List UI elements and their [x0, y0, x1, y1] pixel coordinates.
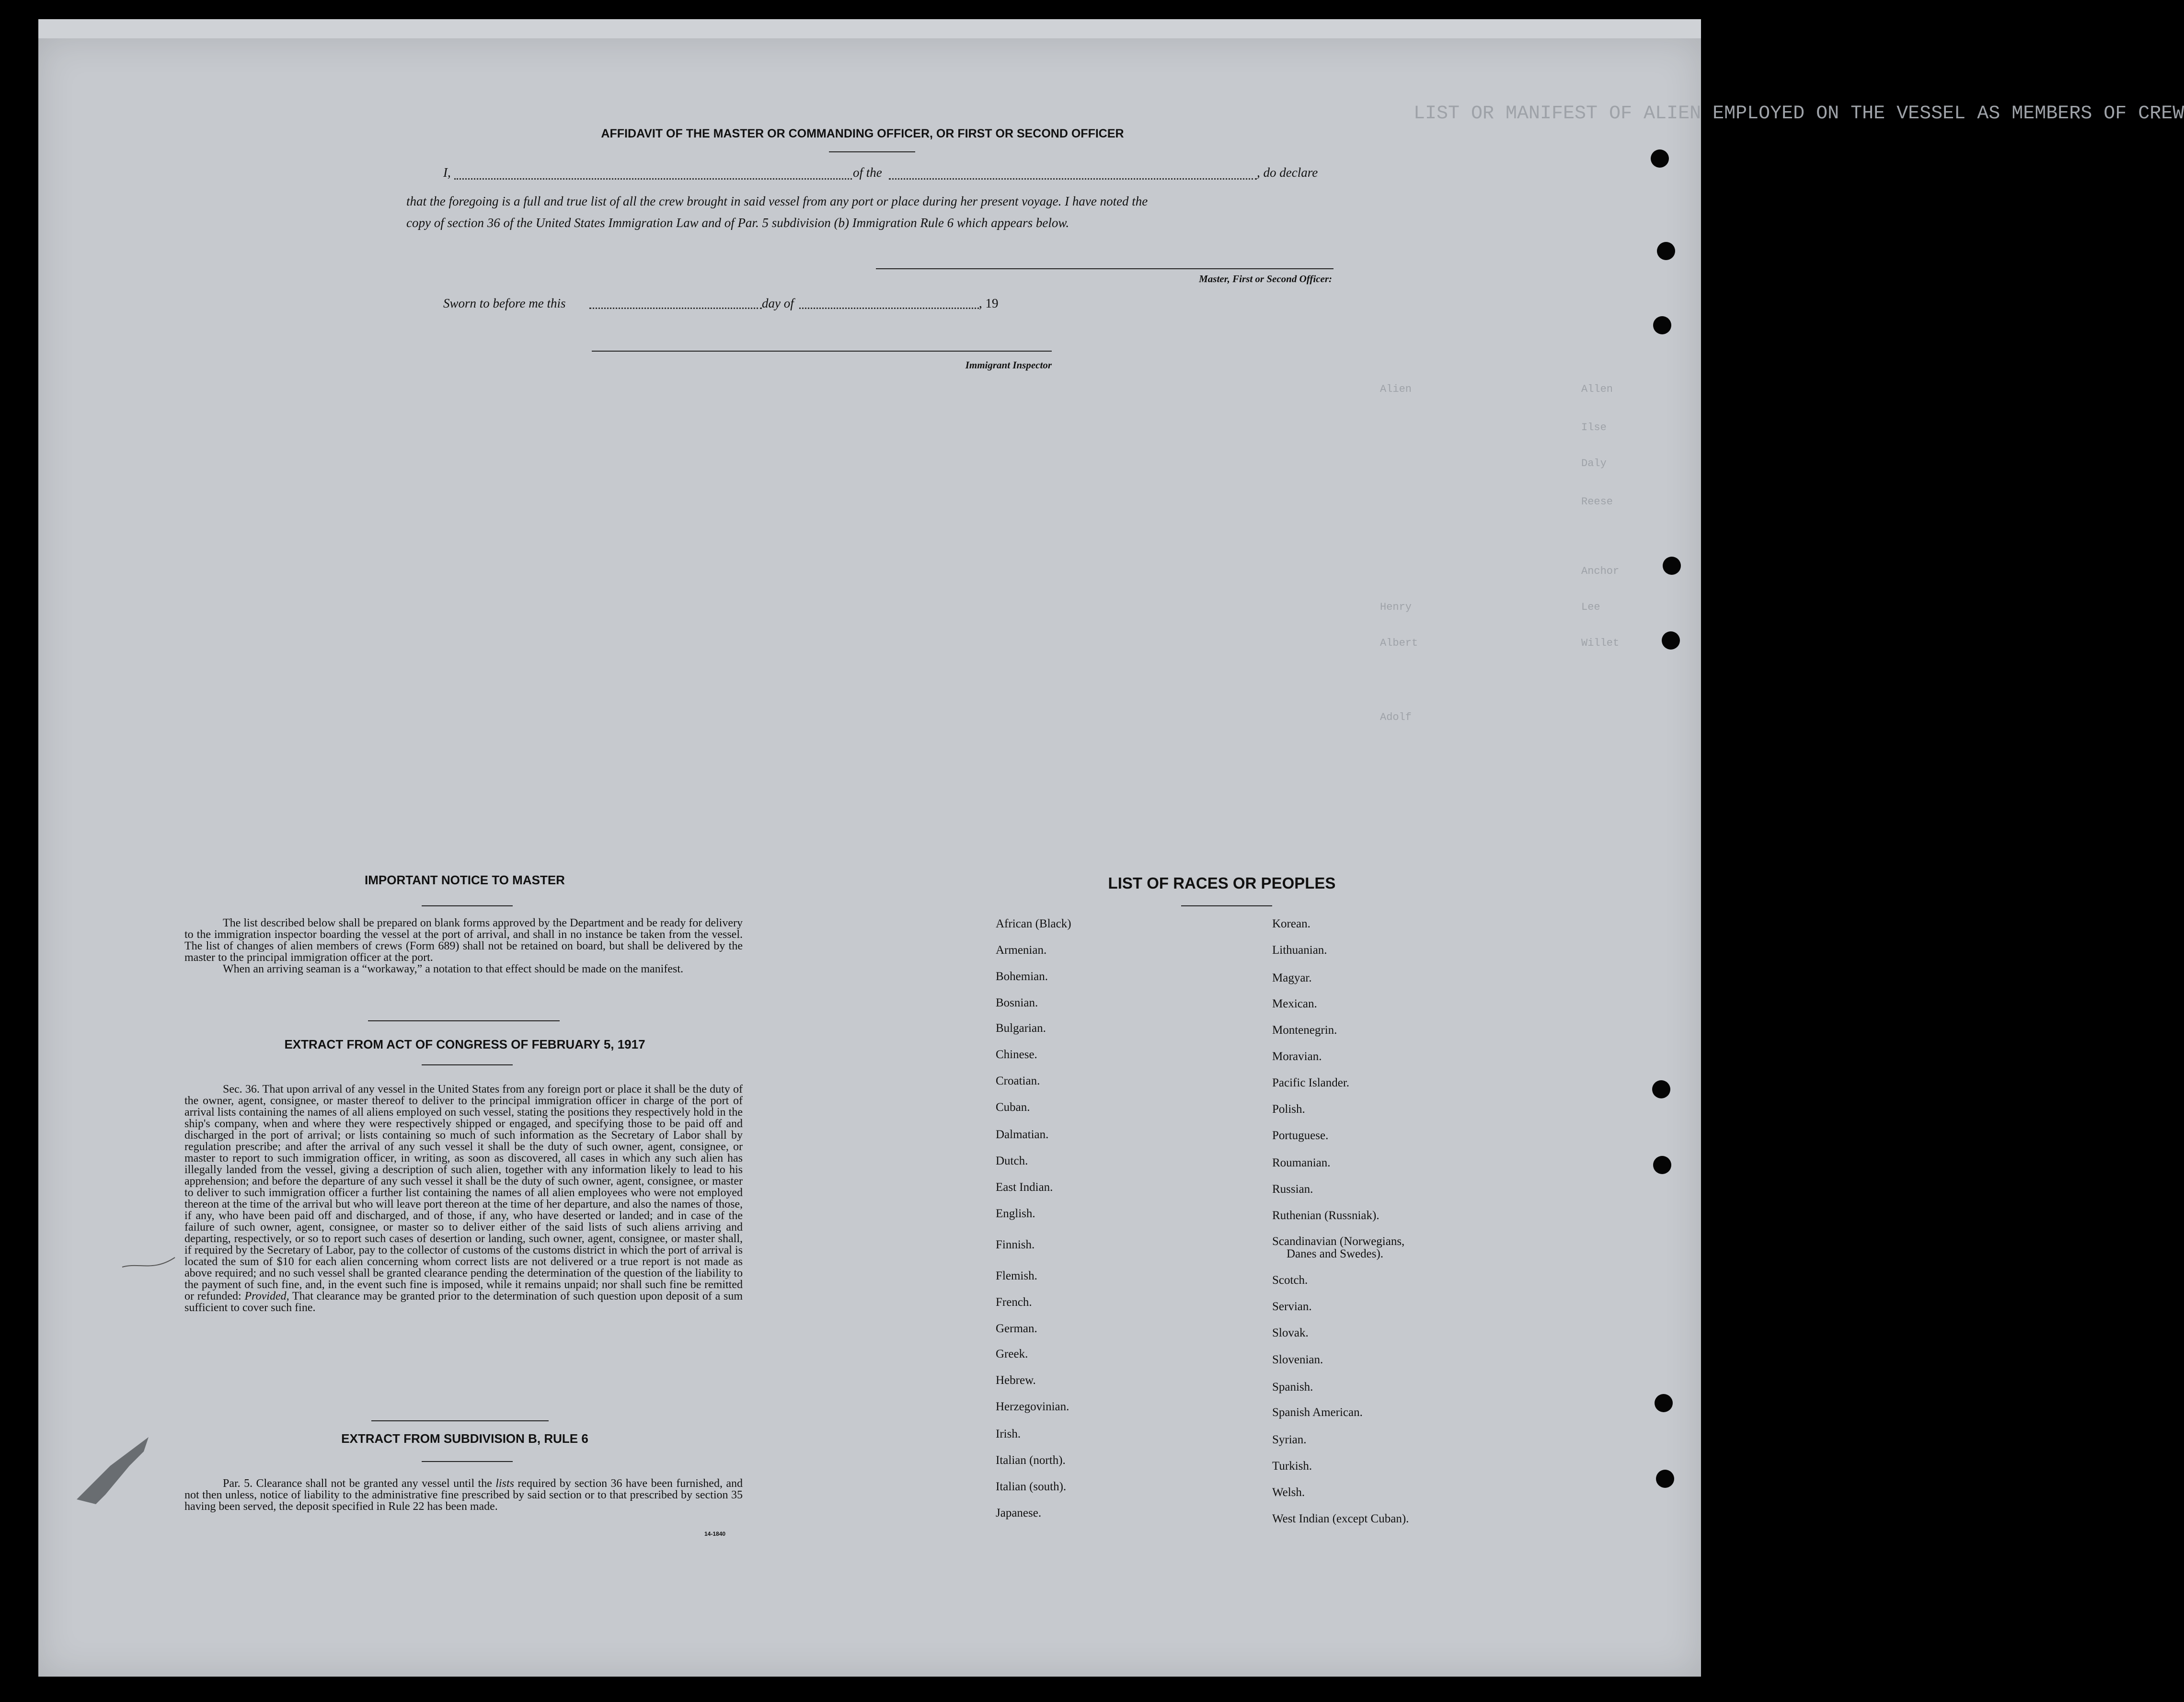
act-proviso-word: Provided, [244, 1290, 289, 1302]
title-underline [829, 151, 915, 152]
race-item: Bohemian. [996, 970, 1048, 983]
divider-1 [368, 1020, 560, 1021]
divider-2 [371, 1420, 549, 1421]
race-item: Herzegovinian. [996, 1400, 1069, 1413]
race-item: Moravian. [1272, 1050, 1322, 1063]
rule-text-lists: lists [495, 1477, 514, 1490]
sworn-month-line[interactable] [799, 308, 979, 309]
race-item: Italian (north). [996, 1454, 1066, 1467]
rule-text-b: required by section 36 have been furnished, and not then unless, notice of liability to the administrative fine prescribed by said section or to that prescribed by section 35 having been served, the deposit specified in Rule 22 has been made. [184, 1477, 743, 1513]
race-item: Croatian. [996, 1074, 1040, 1087]
race-item: Greek. [996, 1348, 1028, 1360]
race-item: Magyar. [1272, 971, 1312, 984]
race-item: Hebrew. [996, 1374, 1036, 1387]
race-item: Japanese. [996, 1507, 1042, 1519]
races-underline [1181, 905, 1272, 906]
affidavit-of-label: of the [853, 165, 882, 180]
affidavit-title: AFFIDAVIT OF THE MASTER OR COMMANDING OFFICER, OR FIRST OR SECOND OFFICER [601, 127, 1124, 140]
form-number: 14-1840 [704, 1531, 726, 1537]
race-item: Italian (south). [996, 1480, 1067, 1493]
race-item: African (Black) [996, 917, 1071, 930]
act-underline [422, 1064, 513, 1065]
race-item: Polish. [1272, 1103, 1305, 1116]
race-item: Scotch. [1272, 1274, 1308, 1287]
race-item: Lithuanian. [1272, 944, 1327, 957]
affidavit-i-label: I, [443, 165, 451, 180]
race-item: Welsh. [1272, 1486, 1305, 1499]
race-item: Cuban. [996, 1101, 1030, 1114]
officer-name-line[interactable] [454, 178, 852, 180]
race-item: Irish. [996, 1428, 1021, 1440]
race-item: Portuguese. [1272, 1129, 1329, 1142]
race-item: Servian. [1272, 1300, 1312, 1313]
race-item: Spanish. [1272, 1381, 1313, 1394]
act-section-text: Sec. 36. That upon arrival of any vessel in the United States from any foreign port or place it shall be the duty of the owner, agent, consignee, or master thereof to deliver to the principal immigration officer in charge of the port of arrival lists containing the names of all aliens employed on such vessel, stating the positions they respectively hold in the ship's company, when and where they were respectively shipped or engaged, and specifying those to be paid off and discharged in the port of arrival; or lists containing so much of such information as the Secretary of Labor shall by regulation prescribe; and after the arrival of any such vessel it shall be the duty of such owner, agent, consignee, or master to report to such immigration officer, in writing, as soon as discovered, all cases in which any such alien has illegally landed from the vessel, giving a description of such alien, together with any information likely to lead to his apprehension; and before the departure of any such vessel it shall be the duty of such owner, agent, consignee, or master to deliver to such immigration officer a further list containing the names of all alien employees who were not employed thereon at the time of the arrival but who will leave port thereon at the time of her departure, and also the names of those, if any, who have been paid off and discharged, and of those, if any, who have deserted or landed; and in case of the failure of such owner, agent, consignee, or master so to deliver either of the said lists of such aliens arriving and departing, respectively, or so to report such cases of desertion or landing, such owner, agent, consignee, or master shall, if required by the Secretary of Labor, pay to the collector of customs of the customs district in which the port of arrival is located the sum of $10 for each alien concerning whom correct lists are not delivered or a true report is not made as above required; and no such vessel shall be granted clearance pending the determination of the question of the liability to the payment of such fine, and, in the event such fine is imposed, while it remains unpaid; nor shall such fine be remitted or refunded: [184, 1083, 743, 1302]
act-section-36 [184, 1084, 743, 1314]
day-of-label: day of [762, 296, 794, 310]
do-declare-label: , do declare [1257, 165, 1318, 180]
race-item: Russian. [1272, 1183, 1313, 1196]
race-item: Armenian. [996, 944, 1047, 957]
race-item: East Indian. [996, 1181, 1053, 1194]
race-item: Slovak. [1272, 1326, 1309, 1339]
notice-title: IMPORTANT NOTICE TO MASTER [365, 873, 565, 887]
race-item: English. [996, 1207, 1035, 1220]
inspector-label: Immigrant Inspector [965, 359, 1052, 371]
rule-underline [422, 1461, 513, 1462]
race-item: Mexican. [1272, 997, 1317, 1010]
affidavit-body-line3: copy of section 36 of the United States Immigration Law and of Par. 5 subdivision (b) Immigration Rule 6 which appears below. [406, 216, 1069, 230]
race-item: German. [996, 1322, 1037, 1335]
race-item: Pacific Islander. [1272, 1076, 1350, 1089]
notice-underline [422, 905, 513, 906]
rule-paragraph [184, 1478, 743, 1512]
document-sheet [38, 38, 1701, 1677]
race-item: Chinese. [996, 1048, 1037, 1061]
race-item: Roumanian. [1272, 1156, 1331, 1169]
race-item: Dalmatian. [996, 1128, 1049, 1141]
race-item: Korean. [1272, 917, 1310, 930]
race-item: Slovenian. [1272, 1353, 1323, 1366]
race-item: West Indian (except Cuban). [1272, 1512, 1409, 1525]
race-item: Dutch. [996, 1154, 1028, 1167]
act-proviso-text: That clearance may be granted prior to the determination of such question upon deposit of a sum sufficient to cover such fine. [184, 1290, 743, 1314]
master-signature-line[interactable] [876, 268, 1333, 269]
race-item: Bosnian. [996, 996, 1038, 1009]
vessel-name-line[interactable] [889, 178, 1257, 180]
pencil-mark [120, 1253, 177, 1277]
race-item: Ruthenian (Russniak). [1272, 1209, 1379, 1222]
inspector-signature-line[interactable] [592, 351, 1052, 352]
race-item: French. [996, 1296, 1032, 1309]
race-item: Spanish American. [1272, 1406, 1363, 1419]
ink-stain-mark [72, 1432, 158, 1509]
race-item: Flemish. [996, 1269, 1037, 1282]
rule-title: EXTRACT FROM SUBDIVISION B, RULE 6 [341, 1431, 588, 1446]
affidavit-body-line2: that the foregoing is a full and true list of all the crew brought in said vessel from any port or place during her present voyage. I have noted the [406, 194, 1148, 208]
sworn-label: Sworn to before me this [443, 296, 566, 310]
rule-text-a: Par. 5. Clearance shall not be granted any vessel until the [223, 1477, 492, 1490]
master-signature-label: Master, First or Second Officer: [1199, 273, 1332, 285]
race-item: Scandinavian (Norwegians, [1272, 1235, 1405, 1248]
race-item: Bulgarian. [996, 1022, 1046, 1035]
race-item: Finnish. [996, 1238, 1035, 1251]
sworn-day-line[interactable] [589, 308, 762, 309]
notice-para-1: The list described below shall be prepared on blank forms approved by the Department and be ready for delivery to the immigration inspector boarding the vessel at the port of arrival, and shall in no instance be taken from the vessel. The list of changes of alien members of crews (Form 689) shall not be retained on board, but shall be delivered by the master to the principal immigration officer at the port. [184, 917, 743, 964]
race-item: Syrian. [1272, 1433, 1307, 1446]
race-item: Turkish. [1272, 1460, 1312, 1473]
races-title: LIST OF RACES OR PEOPLES [1108, 874, 1336, 892]
race-item: Danes and Swedes). [1287, 1247, 1384, 1260]
year-label: , 19 [979, 296, 999, 310]
race-item: Montenegrin. [1272, 1024, 1337, 1037]
act-title: EXTRACT FROM ACT OF CONGRESS OF FEBRUARY 5, 1917 [284, 1037, 645, 1051]
notice-para-2: When an arriving seaman is a “workaway,” a notation to that effect should be made on the manifest. [223, 963, 683, 975]
